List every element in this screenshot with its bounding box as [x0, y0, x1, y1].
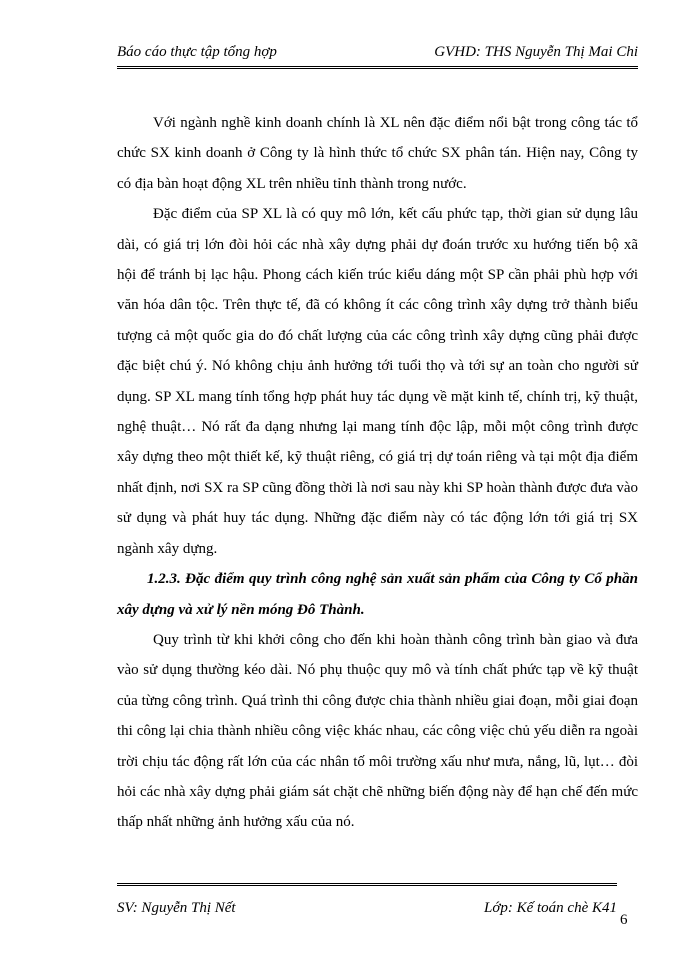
header-supervisor: GVHD: THS Nguyễn Thị Mai Chi — [434, 44, 638, 60]
paragraph-2: Đặc điểm của SP XL là có quy mô lớn, kết cấu phức tạp, thời gian sử dụng lâu dài, có giá trị lớn đòi hỏi các nhà xây dựng phải dự đoán trước xu hướng tiến bộ xã hội để tránh bị lạc hậu. Phong cách kiến trúc kiểu dáng một SP cần phải phù hợp với văn hóa dân tộc. Trên thực tế, đã có không ít các công trình xây dựng trở thành biểu tượng cả một quốc gia do đó chất lượng của các công trình xây dựng cũng phải được đặc biệt chú ý. Nó không chịu ảnh hưởng tới tuổi thọ và tới sự an toàn cho người sử dụng. SP XL mang tính tổng hợp phát huy tác dụng về mặt kinh tế, chính trị, kỹ thuật, nghệ thuật… Nó rất đa dạng nhưng lại mang tính độc lập, mỗi một công trình được xây dựng theo một thiết kế, kỹ thuật riêng, có giá trị dự toán riêng và tại một địa điểm nhất định, nơi SX ra SP cũng đồng thời là nơi sau này khi SP hoàn thành được đưa vào sử dụng và phát huy tác dụng. Những đặc điểm này có tác động lớn tới giá trị SX ngành xây dựng. — [117, 206, 638, 557]
footer-class: Lớp: Kế toán chè K41 — [484, 900, 617, 916]
paragraph-1: Với ngành nghề kinh doanh chính là XL nên đặc điểm nổi bật trong công tác tổ chức SX kinh doanh ở Công ty là hình thức tổ chức SX phân tán. Hiện nay, Công ty có địa bàn hoạt động XL trên nhiều tỉnh thành trong nước. — [117, 115, 638, 192]
page-number: 6 — [620, 912, 628, 928]
header-report-title: Báo cáo thực tập tổng hợp — [117, 44, 277, 60]
paragraph-3: Quy trình từ khi khởi công cho đến khi hoàn thành công trình bàn giao và đưa vào sử dụng thường kéo dài. Nó phụ thuộc quy mô và tính chất phức tạp về kỹ thuật của từng công trình. Quá trình thi công được chia thành nhiều giai đoạn, mỗi giai đoạn thi công lại chia thành nhiều công việc khác nhau, các công việc chủ yếu diễn ra ngoài trời chịu tác động rất lớn của các nhân tố môi trường xấu như mưa, nắng, lũ, lụt… đòi hỏi các nhà xây dựng phải giám sát chặt chẽ những biến động này để hạn chế đến mức thấp nhất những ảnh hưởng xấu của nó. — [117, 631, 638, 831]
section-heading: 1.2.3. Đặc điểm quy trình công nghệ sản xuất sản phẩm của Công ty Cổ phần xây dựng và xử lý nền móng Đô Thành. — [117, 571, 638, 618]
footer-student: SV: Nguyễn Thị Nết — [117, 900, 236, 916]
footer-divider — [117, 883, 617, 889]
document-body — [117, 108, 638, 838]
page-header — [117, 36, 638, 69]
